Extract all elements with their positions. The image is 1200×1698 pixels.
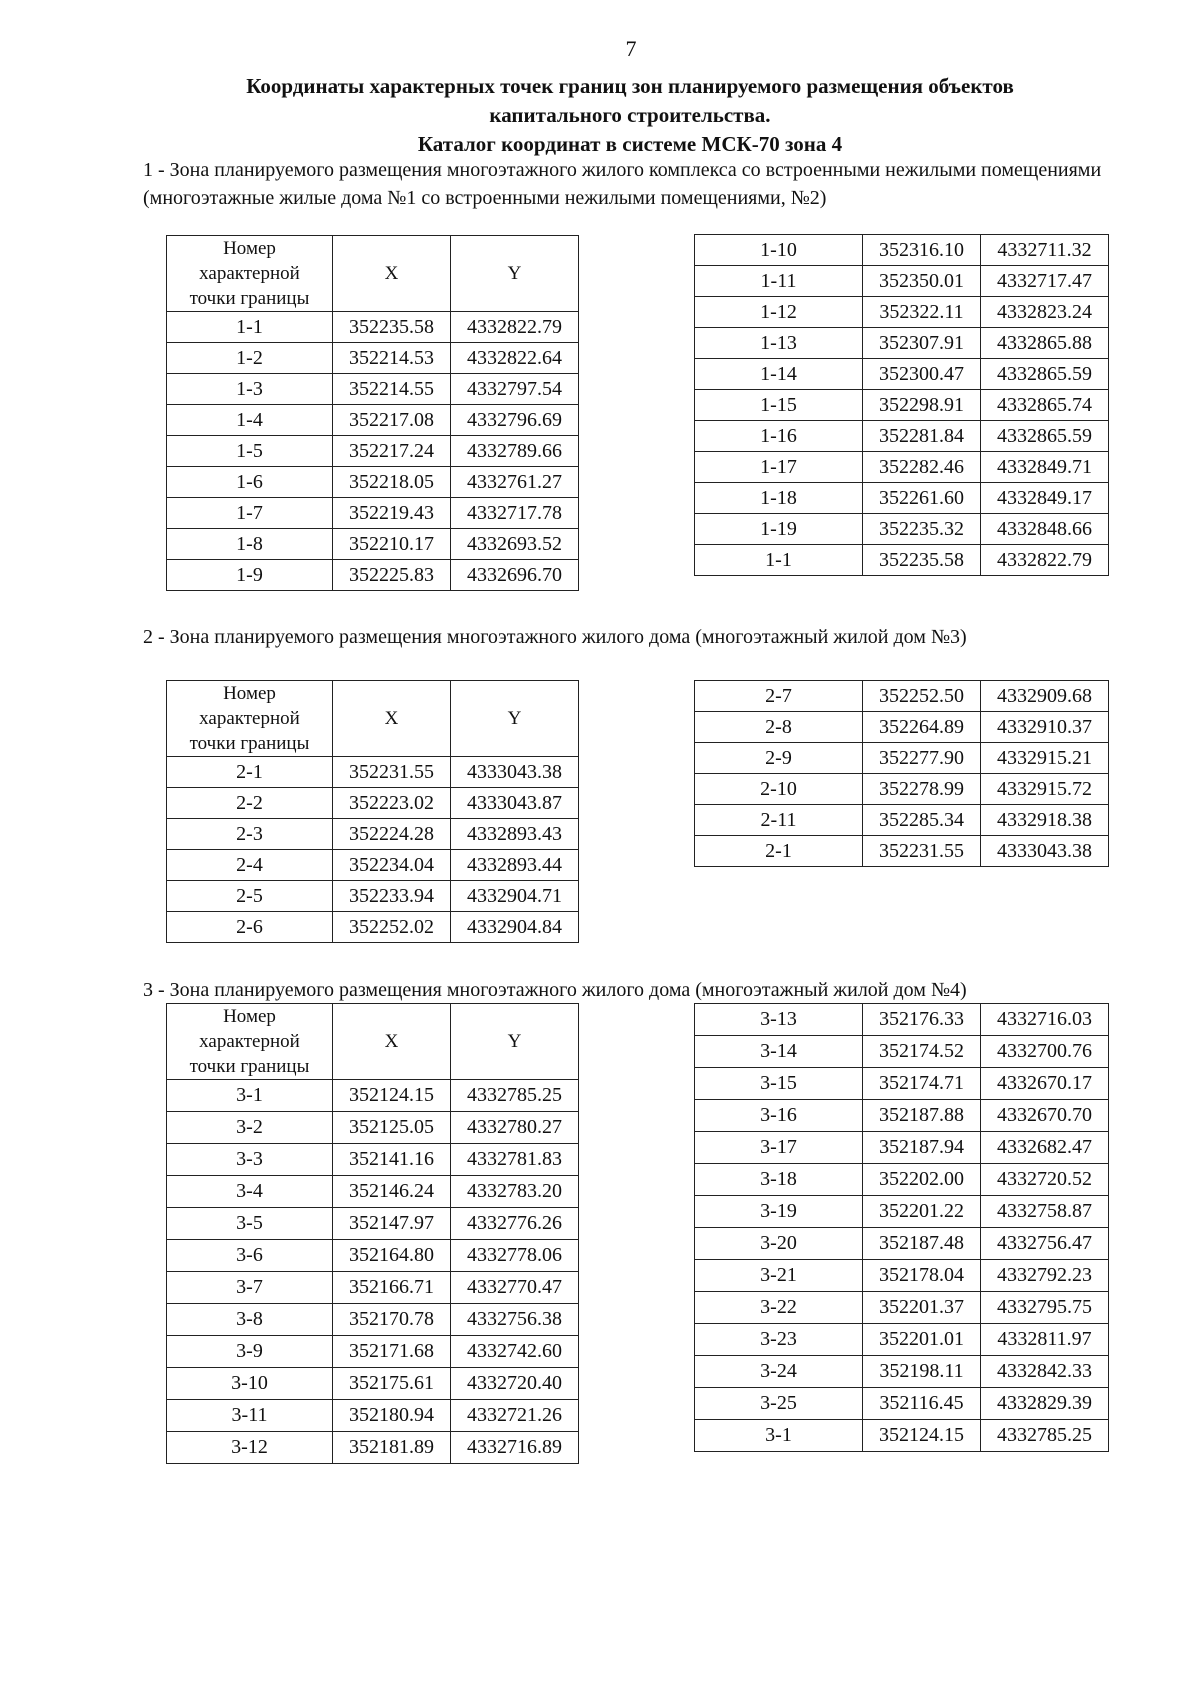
x-coordinate-cell: 352214.53 bbox=[333, 343, 451, 374]
table-row bbox=[695, 545, 1109, 576]
point-number-cell: 3-2 bbox=[167, 1112, 333, 1144]
y-coordinate-cell: 4332849.17 bbox=[981, 483, 1109, 514]
point-number-cell: 2-8 bbox=[695, 712, 863, 743]
table-row bbox=[167, 819, 579, 850]
y-coordinate-cell: 4332785.25 bbox=[981, 1420, 1109, 1452]
y-coordinate-cell: 4332783.20 bbox=[451, 1176, 579, 1208]
point-number-cell: 3-15 bbox=[695, 1068, 863, 1100]
title-line-1: Координаты характерных точек границ зон планируемого размещения объектов bbox=[246, 74, 1014, 98]
table-row bbox=[695, 805, 1109, 836]
x-coordinate-cell: 352218.05 bbox=[333, 467, 451, 498]
x-coordinate-cell: 352175.61 bbox=[333, 1368, 451, 1400]
table-row bbox=[167, 1208, 579, 1240]
y-coordinate-cell: 4332893.43 bbox=[451, 819, 579, 850]
point-number-cell: 3-3 bbox=[167, 1144, 333, 1176]
point-number-header-line: характерной bbox=[199, 1031, 300, 1052]
table-header-row bbox=[167, 1004, 579, 1080]
y-column-header: Y bbox=[451, 1004, 579, 1080]
x-coordinate-cell: 352178.04 bbox=[863, 1260, 981, 1292]
point-number-cell: 1-8 bbox=[167, 529, 333, 560]
point-number-header bbox=[167, 1004, 333, 1080]
x-coordinate-cell: 352300.47 bbox=[863, 359, 981, 390]
y-coordinate-cell: 4332822.79 bbox=[981, 545, 1109, 576]
section-2-table-left bbox=[166, 680, 579, 943]
point-number-cell: 1-10 bbox=[695, 235, 863, 266]
y-coordinate-cell: 4332904.84 bbox=[451, 912, 579, 943]
x-coordinate-cell: 352223.02 bbox=[333, 788, 451, 819]
x-coordinate-cell: 352166.71 bbox=[333, 1272, 451, 1304]
point-number-cell: 3-5 bbox=[167, 1208, 333, 1240]
y-coordinate-cell: 4332778.06 bbox=[451, 1240, 579, 1272]
point-number-cell: 2-4 bbox=[167, 850, 333, 881]
x-coordinate-cell: 352298.91 bbox=[863, 390, 981, 421]
point-number-cell: 3-13 bbox=[695, 1004, 863, 1036]
y-coordinate-cell: 4332711.32 bbox=[981, 235, 1109, 266]
section-3-caption: 3 - Зона планируемого размещения многоэтажного жилого дома (многоэтажный жилой дом №4) bbox=[143, 979, 967, 1001]
point-number-cell: 3-16 bbox=[695, 1100, 863, 1132]
section-3-table-left bbox=[166, 1003, 579, 1464]
point-number-cell: 2-1 bbox=[695, 836, 863, 867]
point-number-cell: 3-6 bbox=[167, 1240, 333, 1272]
table-row bbox=[695, 1132, 1109, 1164]
table-header-row bbox=[167, 681, 579, 757]
x-coordinate-cell: 352219.43 bbox=[333, 498, 451, 529]
table-row bbox=[167, 467, 579, 498]
x-coordinate-cell: 352164.80 bbox=[333, 1240, 451, 1272]
point-number-cell: 1-2 bbox=[167, 343, 333, 374]
y-coordinate-cell: 4332797.54 bbox=[451, 374, 579, 405]
table-row bbox=[695, 514, 1109, 545]
x-coordinate-cell: 352141.16 bbox=[333, 1144, 451, 1176]
x-coordinate-cell: 352316.10 bbox=[863, 235, 981, 266]
title-line-3: Каталог координат в системе МСК-70 зона 4 bbox=[417, 132, 843, 156]
y-coordinate-cell: 4332918.38 bbox=[981, 805, 1109, 836]
point-number-cell: 3-8 bbox=[167, 1304, 333, 1336]
point-number-header-line: Номер bbox=[223, 1006, 276, 1027]
x-coordinate-cell: 352116.45 bbox=[863, 1388, 981, 1420]
y-coordinate-cell: 4333043.38 bbox=[981, 836, 1109, 867]
point-number-cell: 1-14 bbox=[695, 359, 863, 390]
x-coordinate-cell: 352231.55 bbox=[863, 836, 981, 867]
table-row bbox=[695, 1100, 1109, 1132]
x-coordinate-cell: 352225.83 bbox=[333, 560, 451, 591]
y-coordinate-cell: 4332785.25 bbox=[451, 1080, 579, 1112]
point-number-cell: 1-6 bbox=[167, 467, 333, 498]
x-column-header: X bbox=[333, 1004, 451, 1080]
point-number-cell: 3-19 bbox=[695, 1196, 863, 1228]
point-number-header-line: Номер bbox=[223, 238, 276, 259]
table-row bbox=[167, 560, 579, 591]
table-row bbox=[695, 1324, 1109, 1356]
table-row bbox=[167, 912, 579, 943]
x-coordinate-cell: 352187.48 bbox=[863, 1228, 981, 1260]
table-row bbox=[695, 712, 1109, 743]
point-number-cell: 1-11 bbox=[695, 266, 863, 297]
x-coordinate-cell: 352147.97 bbox=[333, 1208, 451, 1240]
y-coordinate-cell: 4332717.78 bbox=[451, 498, 579, 529]
y-coordinate-cell: 4332756.47 bbox=[981, 1228, 1109, 1260]
table-row bbox=[167, 850, 579, 881]
y-coordinate-cell: 4333043.38 bbox=[451, 757, 579, 788]
page-number: 7 bbox=[625, 36, 637, 61]
point-number-cell: 1-7 bbox=[167, 498, 333, 529]
table-row bbox=[695, 452, 1109, 483]
point-number-cell: 3-1 bbox=[695, 1420, 863, 1452]
y-coordinate-cell: 4332848.66 bbox=[981, 514, 1109, 545]
x-coordinate-cell: 352181.89 bbox=[333, 1432, 451, 1464]
table-row bbox=[167, 436, 579, 467]
x-coordinate-cell: 352277.90 bbox=[863, 743, 981, 774]
y-coordinate-cell: 4332720.52 bbox=[981, 1164, 1109, 1196]
table-row bbox=[167, 1080, 579, 1112]
x-coordinate-cell: 352278.99 bbox=[863, 774, 981, 805]
table-row bbox=[167, 312, 579, 343]
x-coordinate-cell: 352235.32 bbox=[863, 514, 981, 545]
x-coordinate-cell: 352201.22 bbox=[863, 1196, 981, 1228]
point-number-cell: 3-11 bbox=[167, 1400, 333, 1432]
x-coordinate-cell: 352264.89 bbox=[863, 712, 981, 743]
point-number-cell: 3-20 bbox=[695, 1228, 863, 1260]
point-number-cell: 3-21 bbox=[695, 1260, 863, 1292]
y-coordinate-cell: 4332717.47 bbox=[981, 266, 1109, 297]
x-coordinate-cell: 352350.01 bbox=[863, 266, 981, 297]
x-coordinate-cell: 352214.55 bbox=[333, 374, 451, 405]
section-3-table-right bbox=[694, 1003, 1109, 1452]
table-row bbox=[695, 1004, 1109, 1036]
y-coordinate-cell: 4332700.76 bbox=[981, 1036, 1109, 1068]
y-coordinate-cell: 4332796.69 bbox=[451, 405, 579, 436]
x-coordinate-cell: 352235.58 bbox=[333, 312, 451, 343]
point-number-cell: 2-3 bbox=[167, 819, 333, 850]
point-number-cell: 1-17 bbox=[695, 452, 863, 483]
table-row bbox=[695, 390, 1109, 421]
y-coordinate-cell: 4333043.87 bbox=[451, 788, 579, 819]
x-coordinate-cell: 352307.91 bbox=[863, 328, 981, 359]
x-coordinate-cell: 352217.24 bbox=[333, 436, 451, 467]
table-row bbox=[167, 1240, 579, 1272]
table-row bbox=[695, 421, 1109, 452]
x-coordinate-cell: 352201.01 bbox=[863, 1324, 981, 1356]
y-coordinate-cell: 4332721.26 bbox=[451, 1400, 579, 1432]
y-coordinate-cell: 4332792.23 bbox=[981, 1260, 1109, 1292]
y-coordinate-cell: 4332865.59 bbox=[981, 359, 1109, 390]
point-number-cell: 3-9 bbox=[167, 1336, 333, 1368]
table-row bbox=[167, 1176, 579, 1208]
table-row bbox=[695, 1036, 1109, 1068]
x-coordinate-cell: 352252.02 bbox=[333, 912, 451, 943]
table-row bbox=[167, 343, 579, 374]
y-coordinate-cell: 4332696.70 bbox=[451, 560, 579, 591]
x-column-header: X bbox=[333, 236, 451, 312]
point-number-cell: 1-18 bbox=[695, 483, 863, 514]
table-row bbox=[167, 757, 579, 788]
table-row bbox=[167, 1400, 579, 1432]
x-coordinate-cell: 352235.58 bbox=[863, 545, 981, 576]
table-row bbox=[167, 498, 579, 529]
x-coordinate-cell: 352285.34 bbox=[863, 805, 981, 836]
y-coordinate-cell: 4332795.75 bbox=[981, 1292, 1109, 1324]
table-row bbox=[695, 1356, 1109, 1388]
point-number-header-line: точки границы bbox=[189, 733, 310, 754]
y-coordinate-cell: 4332682.47 bbox=[981, 1132, 1109, 1164]
x-coordinate-cell: 352252.50 bbox=[863, 681, 981, 712]
y-coordinate-cell: 4332756.38 bbox=[451, 1304, 579, 1336]
x-coordinate-cell: 352187.88 bbox=[863, 1100, 981, 1132]
table-row bbox=[695, 681, 1109, 712]
x-column-header: X bbox=[333, 681, 451, 757]
table-row bbox=[695, 1292, 1109, 1324]
document-title bbox=[140, 72, 1120, 159]
x-coordinate-cell: 352231.55 bbox=[333, 757, 451, 788]
table-row bbox=[167, 881, 579, 912]
y-coordinate-cell: 4332904.71 bbox=[451, 881, 579, 912]
table-row bbox=[167, 1368, 579, 1400]
x-coordinate-cell: 352261.60 bbox=[863, 483, 981, 514]
table-row bbox=[167, 529, 579, 560]
table-row bbox=[695, 1196, 1109, 1228]
y-coordinate-cell: 4332915.21 bbox=[981, 743, 1109, 774]
y-coordinate-cell: 4332761.27 bbox=[451, 467, 579, 498]
y-coordinate-cell: 4332811.97 bbox=[981, 1324, 1109, 1356]
table-row bbox=[167, 1272, 579, 1304]
point-number-cell: 2-2 bbox=[167, 788, 333, 819]
y-coordinate-cell: 4332829.39 bbox=[981, 1388, 1109, 1420]
y-coordinate-cell: 4332780.27 bbox=[451, 1112, 579, 1144]
y-coordinate-cell: 4332915.72 bbox=[981, 774, 1109, 805]
table-row bbox=[695, 328, 1109, 359]
point-number-cell: 1-19 bbox=[695, 514, 863, 545]
point-number-cell: 3-10 bbox=[167, 1368, 333, 1400]
point-number-cell: 1-13 bbox=[695, 328, 863, 359]
table-row bbox=[695, 266, 1109, 297]
point-number-cell: 3-18 bbox=[695, 1164, 863, 1196]
table-row bbox=[167, 405, 579, 436]
point-number-cell: 1-4 bbox=[167, 405, 333, 436]
x-coordinate-cell: 352180.94 bbox=[333, 1400, 451, 1432]
y-coordinate-cell: 4332781.83 bbox=[451, 1144, 579, 1176]
table-row bbox=[695, 297, 1109, 328]
point-number-header-line: точки границы bbox=[189, 1056, 310, 1077]
x-coordinate-cell: 352187.94 bbox=[863, 1132, 981, 1164]
section-1-table-left bbox=[166, 235, 579, 591]
y-coordinate-cell: 4332893.44 bbox=[451, 850, 579, 881]
title-line-2: капитального строительства. bbox=[489, 103, 771, 127]
point-number-header bbox=[167, 236, 333, 312]
x-coordinate-cell: 352146.24 bbox=[333, 1176, 451, 1208]
table-row bbox=[695, 1420, 1109, 1452]
x-coordinate-cell: 352217.08 bbox=[333, 405, 451, 436]
x-coordinate-cell: 352171.68 bbox=[333, 1336, 451, 1368]
point-number-cell: 1-3 bbox=[167, 374, 333, 405]
table-row bbox=[695, 1164, 1109, 1196]
table-row bbox=[167, 788, 579, 819]
y-coordinate-cell: 4332716.03 bbox=[981, 1004, 1109, 1036]
table-row bbox=[695, 1068, 1109, 1100]
point-number-header bbox=[167, 681, 333, 757]
section-2-caption: 2 - Зона планируемого размещения многоэтажного жилого дома (многоэтажный жилой дом №3) bbox=[143, 626, 967, 648]
x-coordinate-cell: 352124.15 bbox=[863, 1420, 981, 1452]
point-number-cell: 3-4 bbox=[167, 1176, 333, 1208]
point-number-cell: 1-9 bbox=[167, 560, 333, 591]
y-coordinate-cell: 4332822.79 bbox=[451, 312, 579, 343]
x-coordinate-cell: 352282.46 bbox=[863, 452, 981, 483]
point-number-cell: 3-12 bbox=[167, 1432, 333, 1464]
x-coordinate-cell: 352281.84 bbox=[863, 421, 981, 452]
point-number-cell: 2-7 bbox=[695, 681, 863, 712]
y-column-header: Y bbox=[451, 236, 579, 312]
point-number-cell: 3-25 bbox=[695, 1388, 863, 1420]
table-header-row bbox=[167, 236, 579, 312]
x-coordinate-cell: 352198.11 bbox=[863, 1356, 981, 1388]
y-coordinate-cell: 4332865.74 bbox=[981, 390, 1109, 421]
y-coordinate-cell: 4332693.52 bbox=[451, 529, 579, 560]
y-coordinate-cell: 4332789.66 bbox=[451, 436, 579, 467]
point-number-cell: 3-14 bbox=[695, 1036, 863, 1068]
table-row bbox=[695, 1228, 1109, 1260]
table-row bbox=[695, 235, 1109, 266]
point-number-cell: 3-7 bbox=[167, 1272, 333, 1304]
x-coordinate-cell: 352210.17 bbox=[333, 529, 451, 560]
y-coordinate-cell: 4332758.87 bbox=[981, 1196, 1109, 1228]
y-coordinate-cell: 4332822.64 bbox=[451, 343, 579, 374]
y-coordinate-cell: 4332865.88 bbox=[981, 328, 1109, 359]
table-row bbox=[695, 483, 1109, 514]
point-number-cell: 1-5 bbox=[167, 436, 333, 467]
table-row bbox=[695, 359, 1109, 390]
x-coordinate-cell: 352125.05 bbox=[333, 1112, 451, 1144]
x-coordinate-cell: 352233.94 bbox=[333, 881, 451, 912]
point-number-cell: 2-6 bbox=[167, 912, 333, 943]
table-row bbox=[695, 1388, 1109, 1420]
x-coordinate-cell: 352202.00 bbox=[863, 1164, 981, 1196]
table-row bbox=[695, 836, 1109, 867]
table-row bbox=[695, 743, 1109, 774]
x-coordinate-cell: 352170.78 bbox=[333, 1304, 451, 1336]
point-number-cell: 1-1 bbox=[695, 545, 863, 576]
point-number-cell: 2-1 bbox=[167, 757, 333, 788]
point-number-header-line: характерной bbox=[199, 263, 300, 284]
y-coordinate-cell: 4332776.26 bbox=[451, 1208, 579, 1240]
table-row bbox=[167, 1144, 579, 1176]
y-coordinate-cell: 4332770.47 bbox=[451, 1272, 579, 1304]
point-number-cell: 3-17 bbox=[695, 1132, 863, 1164]
y-coordinate-cell: 4332823.24 bbox=[981, 297, 1109, 328]
y-coordinate-cell: 4332909.68 bbox=[981, 681, 1109, 712]
y-coordinate-cell: 4332742.60 bbox=[451, 1336, 579, 1368]
y-coordinate-cell: 4332670.70 bbox=[981, 1100, 1109, 1132]
y-coordinate-cell: 4332849.71 bbox=[981, 452, 1109, 483]
table-row bbox=[695, 1260, 1109, 1292]
point-number-cell: 1-12 bbox=[695, 297, 863, 328]
x-coordinate-cell: 352234.04 bbox=[333, 850, 451, 881]
point-number-cell: 1-15 bbox=[695, 390, 863, 421]
point-number-cell: 2-5 bbox=[167, 881, 333, 912]
point-number-cell: 2-11 bbox=[695, 805, 863, 836]
point-number-cell: 3-23 bbox=[695, 1324, 863, 1356]
x-coordinate-cell: 352124.15 bbox=[333, 1080, 451, 1112]
table-row bbox=[167, 374, 579, 405]
x-coordinate-cell: 352174.52 bbox=[863, 1036, 981, 1068]
point-number-cell: 3-22 bbox=[695, 1292, 863, 1324]
point-number-cell: 3-24 bbox=[695, 1356, 863, 1388]
point-number-cell: 1-16 bbox=[695, 421, 863, 452]
x-coordinate-cell: 352201.37 bbox=[863, 1292, 981, 1324]
y-coordinate-cell: 4332670.17 bbox=[981, 1068, 1109, 1100]
table-row bbox=[167, 1432, 579, 1464]
x-coordinate-cell: 352176.33 bbox=[863, 1004, 981, 1036]
x-coordinate-cell: 352174.71 bbox=[863, 1068, 981, 1100]
section-1-caption: 1 - Зона планируемого размещения многоэтажного жилого комплекса со встроенными нежилыми помещениями (многоэтажные жилые дома №1 со встроенными нежилыми помещениями, №2) bbox=[143, 159, 1102, 209]
point-number-header-line: характерной bbox=[199, 708, 300, 729]
x-coordinate-cell: 352224.28 bbox=[333, 819, 451, 850]
point-number-cell: 3-1 bbox=[167, 1080, 333, 1112]
table-row bbox=[167, 1336, 579, 1368]
section-1-table-right bbox=[694, 234, 1109, 576]
y-column-header: Y bbox=[451, 681, 579, 757]
y-coordinate-cell: 4332865.59 bbox=[981, 421, 1109, 452]
section-2-table-right bbox=[694, 680, 1109, 867]
point-number-cell: 1-1 bbox=[167, 312, 333, 343]
point-number-header-line: Номер bbox=[223, 683, 276, 704]
table-row bbox=[695, 774, 1109, 805]
y-coordinate-cell: 4332716.89 bbox=[451, 1432, 579, 1464]
table-row bbox=[167, 1112, 579, 1144]
point-number-header-line: точки границы bbox=[189, 288, 310, 309]
point-number-cell: 2-10 bbox=[695, 774, 863, 805]
y-coordinate-cell: 4332910.37 bbox=[981, 712, 1109, 743]
point-number-cell: 2-9 bbox=[695, 743, 863, 774]
table-row bbox=[167, 1304, 579, 1336]
x-coordinate-cell: 352322.11 bbox=[863, 297, 981, 328]
y-coordinate-cell: 4332720.40 bbox=[451, 1368, 579, 1400]
y-coordinate-cell: 4332842.33 bbox=[981, 1356, 1109, 1388]
